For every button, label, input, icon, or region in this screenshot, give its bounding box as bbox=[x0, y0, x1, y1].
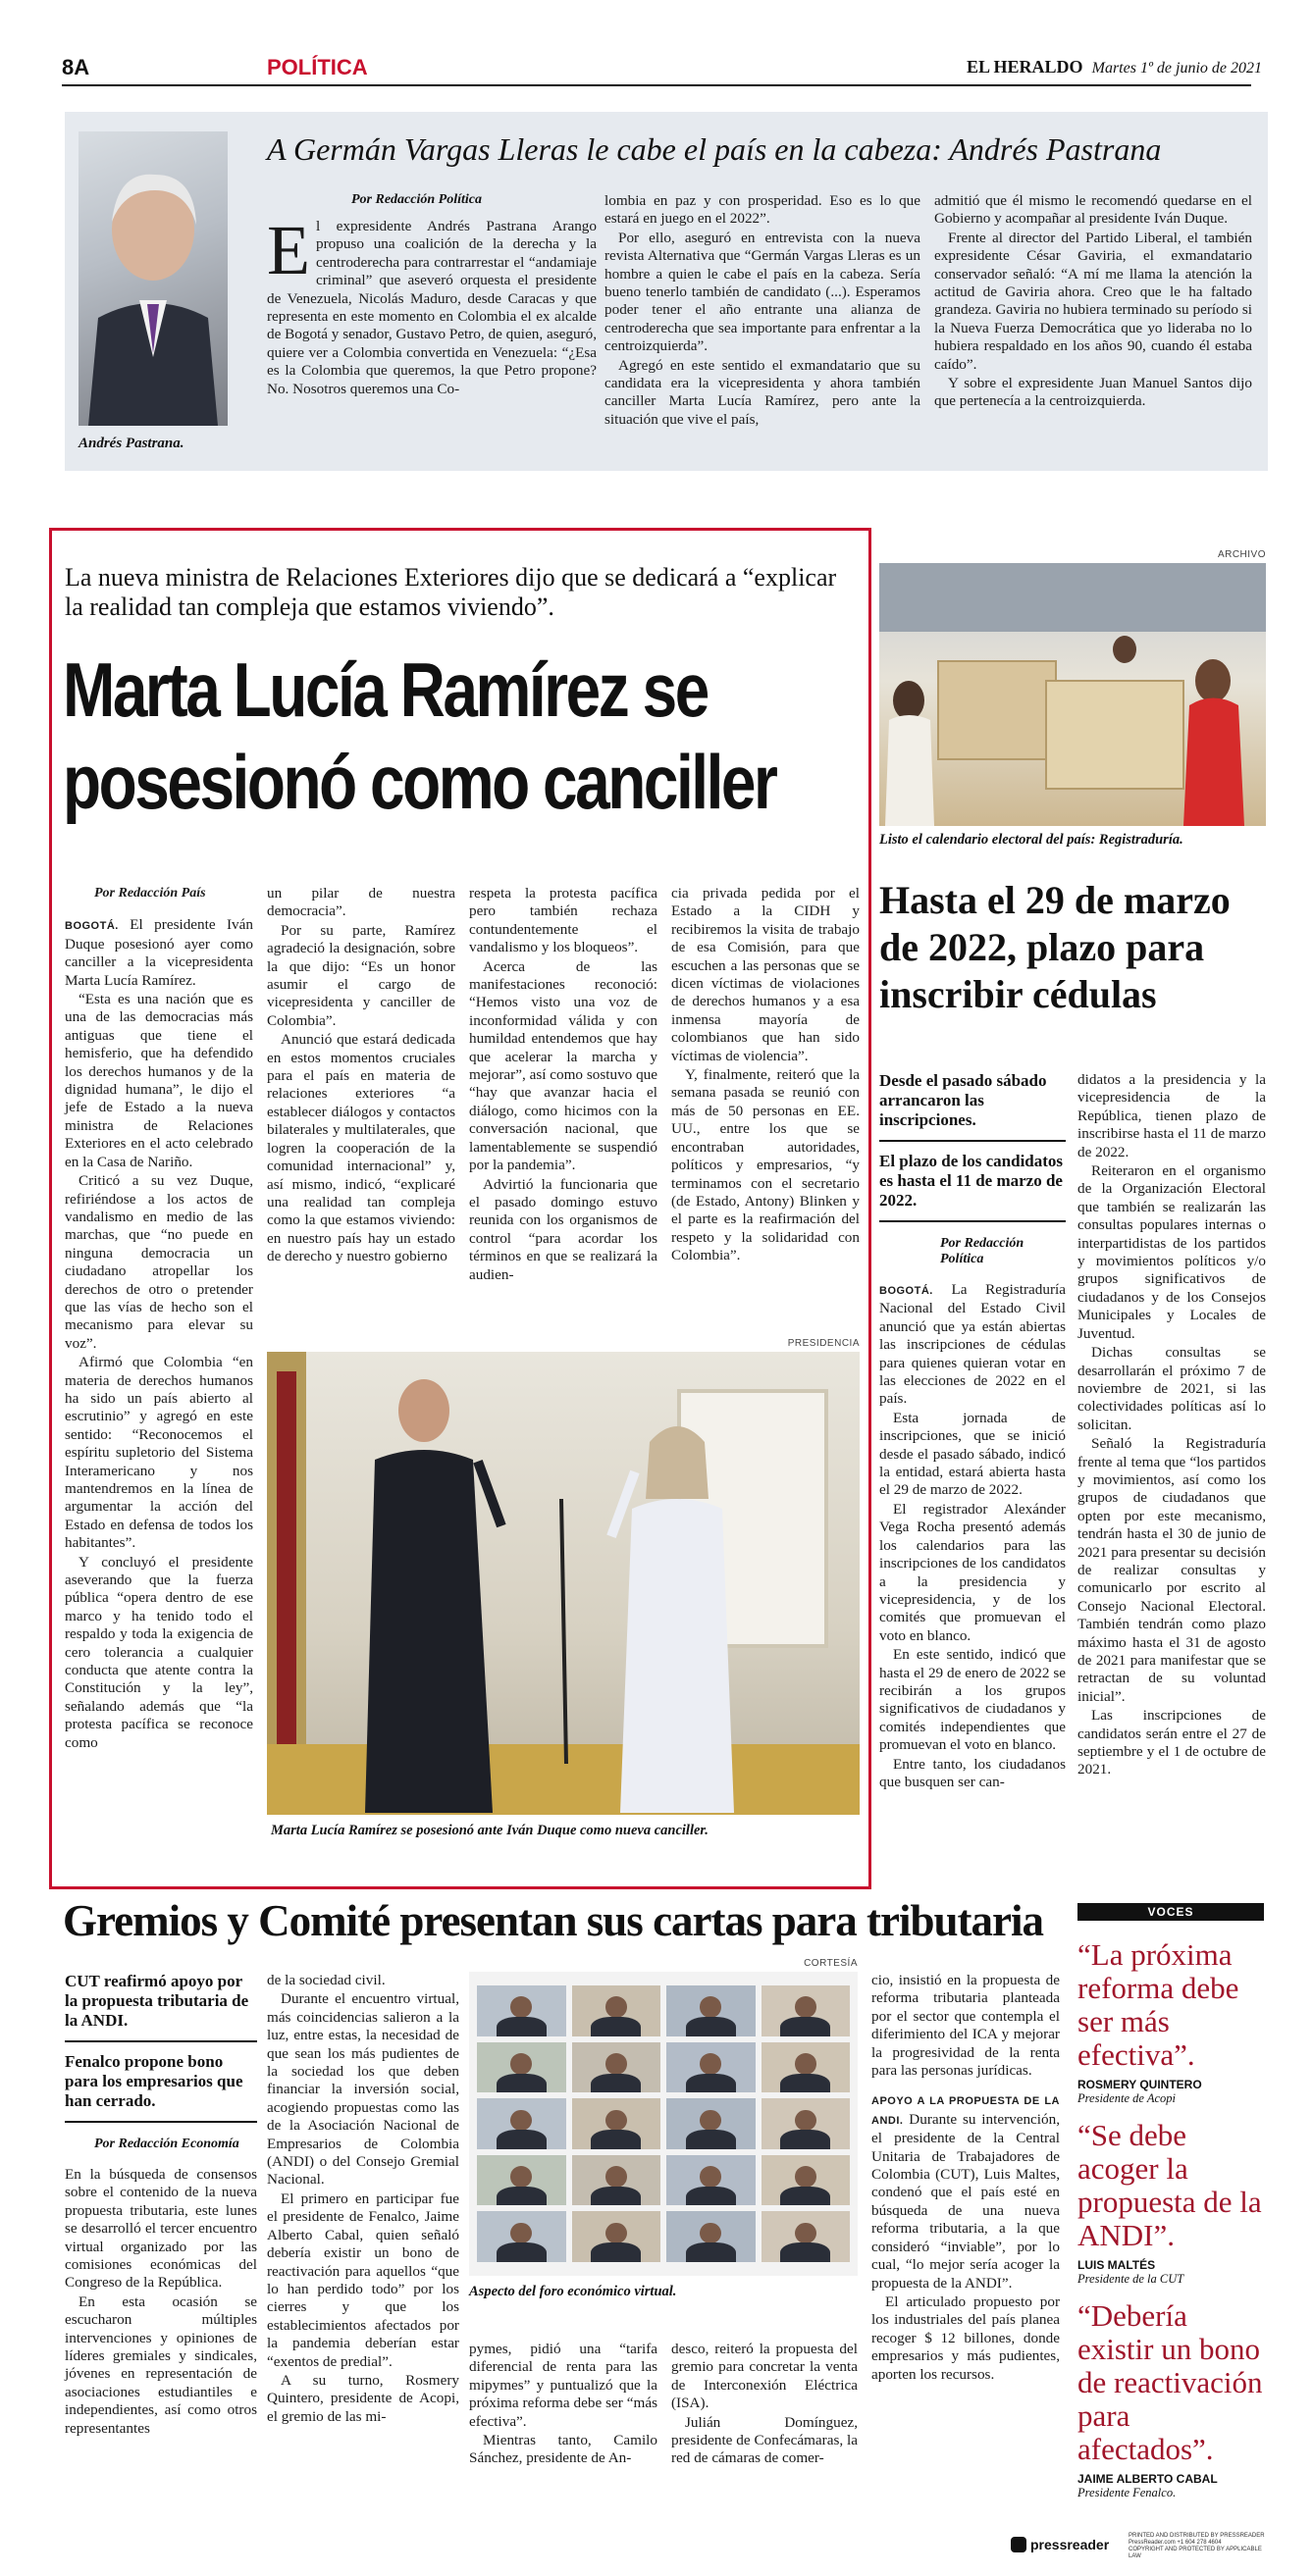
participant-figure bbox=[605, 1996, 627, 2018]
canciller-col-4 bbox=[671, 885, 860, 1266]
paragraph: El primero en participar fue el presidente de Fenalco, Jaime Alberto Cabal, quien señaló debería existir un bono de reactivación para aquellos “que lo han perdido todo” por los cierres y que los establecimientos afectados por la pandemia deberían estar “exentos de predial”. bbox=[267, 2190, 459, 2370]
video-tile bbox=[477, 1985, 566, 2036]
header-rule bbox=[62, 84, 1251, 86]
participant-figure bbox=[700, 2053, 721, 2075]
pastrana-col-2 bbox=[604, 192, 920, 430]
canciller-byline: Por Redacción País bbox=[94, 886, 206, 901]
pastrana-byline: Por Redacción Política bbox=[351, 192, 482, 207]
subhead-lead: APOYO A LA PROPUESTA DE LA ANDI. bbox=[871, 2095, 1060, 2127]
registraduria-illustration bbox=[879, 563, 1266, 826]
paragraph: Y sobre el expresidente Juan Manuel Santos dijo que pertenecía a la centroizquierda. bbox=[934, 375, 1252, 410]
paragraph: Agregó en este sentido el exmandatario que su candidata era la vicepresidenta y ahora también canciller Marta Lucía Ramírez, pero ante la situación que vive el país, bbox=[604, 356, 920, 428]
paragraph-text: Durante su intervención, el presidente de la Central Unitaria de Trabajadores de Colombia (CUT), Luis Maltes, condenó que el país esté en búsqueda de una nueva reforma tributaria, a la que consideró “inviable”, por lo cual, “lo mejor sería acoger la propuesta de la ANDI”. bbox=[871, 2110, 1060, 2292]
participant-figure bbox=[700, 1996, 721, 2018]
paragraph: cia privada pedida por el Estado a la CIDH y recibiremos la visita de trabajo de esa Comisión, para que escuchen a las personas que se dicen víctimas de violaciones de derechos humanos y a esa inmensa mayoría de colombianos que han sido víctimas de violencia”. bbox=[671, 885, 860, 1064]
participant-figure bbox=[510, 2223, 532, 2244]
participant-body bbox=[686, 2130, 736, 2149]
quote-author: LUIS MALTÉS bbox=[1077, 2258, 1156, 2272]
pressreader-logo bbox=[1011, 2537, 1109, 2552]
notice-line: PressReader.com +1 604 278 4604 bbox=[1129, 2540, 1222, 2546]
cedulas-photo-caption: Listo el calendario electoral del país: Registraduría. bbox=[879, 832, 1183, 848]
participant-body bbox=[686, 2242, 736, 2262]
cedulas-col-2 bbox=[1077, 1071, 1266, 1780]
video-tile bbox=[666, 1985, 756, 2036]
participant-body bbox=[591, 2017, 641, 2036]
cedulas-photo-credit: ARCHIVO bbox=[1217, 549, 1266, 560]
participant-body bbox=[591, 2074, 641, 2093]
dateline: BOGOTÁ. bbox=[65, 920, 119, 933]
video-tile bbox=[572, 2211, 661, 2262]
paragraph: un pilar de nuestra democracia”. bbox=[267, 885, 455, 920]
participant-figure bbox=[510, 2166, 532, 2188]
issue-date: Martes 1º de junio de 2021 bbox=[1091, 60, 1263, 77]
canciller-photo-credit: PRESIDENCIA bbox=[787, 1338, 860, 1349]
voces-quote-2 bbox=[1077, 2119, 1266, 2287]
video-tile bbox=[477, 2211, 566, 2262]
paragraph: Y concluyó el presidente aseverando que la fuerza pública “opera dentro de ese marco y ha tenido todo el respaldo y toda la exigencia de cero tolerancia a cualquier conducta que atente contra la Constitución y la ley”, señalando además que “la protesta pacífica se reconoce como bbox=[65, 1553, 253, 1751]
canciller-col-2 bbox=[267, 885, 455, 1267]
ceremony-illustration bbox=[267, 1352, 860, 1815]
video-tile bbox=[666, 2098, 756, 2149]
paragraph: Afirmó que Colombia “en materia de derechos humanos ha sido un país abierto al escrutinio” y agregó en este sentido: “Reconocemos el espíritu supletorio del Sistema Interamericano y nos mantendremos en la línea de argumentar la acción del Estado en defensa de todos los habitantes”. bbox=[65, 1354, 253, 1552]
paragraph bbox=[65, 916, 253, 990]
video-tile bbox=[572, 2155, 661, 2206]
paragraph: Las inscripciones de candidatos serán entre el 27 de septiembre y el 1 de octubre de 2021. bbox=[1077, 1707, 1266, 1778]
paragraph: A su turno, Rosmery Quintero, presidente de Acopi, el gremio de las mi- bbox=[267, 2371, 459, 2425]
paragraph: Advirtió la funcionaria que el pasado domingo estuvo reunida con los organismos de control “para acordar los términos en que se realizará la audien- bbox=[469, 1175, 657, 1283]
pastrana-headline: A Germán Vargas Lleras le cabe el país en la cabeza: Andrés Pastrana bbox=[267, 131, 1162, 167]
video-tile bbox=[572, 2042, 661, 2093]
paragraph: Anunció que estará dedicada en estos momentos cruciales para el país en materia de relaciones exteriores “a establecer diálogos y contactos bilaterales y multilaterales, que logren la cooperación de la comunidad internacional” y, así mismo, indicó, “explicaré una realidad tan compleja como la que estamos viviendo: en nuestro país hay un estado de derecho y nuestro gobierno bbox=[267, 1031, 455, 1265]
canciller-col-1 bbox=[65, 885, 253, 1753]
pressreader-notice bbox=[1129, 2533, 1266, 2560]
quote-text: “Se debe acoger la propuesta de la ANDI”. bbox=[1077, 2118, 1262, 2252]
participant-body bbox=[497, 2017, 547, 2036]
voces-quote-3 bbox=[1077, 2299, 1266, 2500]
paragraph: Durante el encuentro virtual, más coincidencias salieron a la luz, entre estas, la necesidad de que sean los más pudientes de la sociedad los que deben financiar la inversión social, acogiendo propuestas como las de la Asociación Nacional de Empresarios de Colombia (ANDI) o del Consejo Gremial Nacional. bbox=[267, 1990, 459, 2189]
canciller-kicker: La nueva ministra de Relaciones Exteriores dijo que se dedicará a “explicar la realidad tan compleja que estamos viviendo”. bbox=[65, 563, 837, 621]
paragraph: En este sentido, indicó que hasta el 29 de enero de 2022 se recibirán a los grupos significativos de ciudadanos y comités independientes que promuevan el voto en blanco. bbox=[879, 1646, 1066, 1754]
paragraph: cio, insistió en la propuesta de reforma tributaria planteada por el sector que contempla el diferimiento del ICA y mejorar la progresividad de la renta para las personas jurídicas. bbox=[871, 1972, 1060, 2080]
video-tile bbox=[762, 2042, 851, 2093]
tributaria-col-1-text bbox=[65, 2166, 257, 2438]
quote-author: JAIME ALBERTO CABAL bbox=[1077, 2472, 1218, 2486]
cedulas-byline: Por Redacción Política bbox=[940, 1236, 1024, 1266]
video-tile bbox=[477, 2098, 566, 2149]
participant-body bbox=[497, 2130, 547, 2149]
participant-body bbox=[591, 2130, 641, 2149]
quote-role: Presidente de Acopi bbox=[1077, 2091, 1176, 2105]
tributaria-photo bbox=[469, 1972, 858, 2276]
participant-figure bbox=[510, 1996, 532, 2018]
cedulas-headline: Hasta el 29 de marzo de 2022, plazo para inscribir cédulas bbox=[879, 878, 1231, 1016]
tributaria-sub-2: Fenalco propone bono para los empresarios que han cerrado. bbox=[65, 2042, 257, 2123]
voces-quote-1 bbox=[1077, 1938, 1266, 2106]
canciller-photo bbox=[267, 1352, 860, 1815]
pressreader-brand: pressreader bbox=[1030, 2537, 1110, 2552]
paragraph: Señaló la Registraduría frente al tema que “los partidos y movimientos, así como los grupos de ciudadanos que opten por este mecanismo, tendrán hasta el 30 de junio de 2021 para presentar su decisión de realizar consultas y comunicarlo por escrito al Consejo Nacional Electoral. También tendrán como plazo máximo hasta el 31 de agosto de 2021 para manifestar que se retractan de su voluntad inicial”. bbox=[1077, 1435, 1266, 1705]
tributaria-byline: Por Redacción Economía bbox=[94, 2137, 239, 2151]
canciller-col-3 bbox=[469, 885, 657, 1285]
paragraph-text: El presidente Iván Duque posesionó ayer como canciller a la vicepresidenta Marta Lucía Ramírez. bbox=[65, 916, 253, 989]
voces-title: VOCES bbox=[1077, 1903, 1264, 1921]
quote-role: Presidente de la CUT bbox=[1077, 2272, 1184, 2286]
participant-body bbox=[591, 2187, 641, 2206]
video-tile bbox=[762, 2098, 851, 2149]
participant-body bbox=[780, 2074, 830, 2093]
participant-figure bbox=[795, 2166, 816, 2188]
tributaria-sub-1: CUT reafirmó apoyo por la propuesta tributaria de la ANDI. bbox=[65, 1972, 257, 2042]
pressreader-icon bbox=[1011, 2537, 1026, 2552]
paragraph: Mientras tanto, Camilo Sánchez, presidente de An- bbox=[469, 2432, 657, 2467]
video-tile bbox=[572, 2098, 661, 2149]
notice-line: PRINTED AND DISTRIBUTED BY PRESSREADER bbox=[1129, 2533, 1265, 2539]
participant-figure bbox=[605, 2053, 627, 2075]
video-tile bbox=[762, 1985, 851, 2036]
participant-body bbox=[591, 2242, 641, 2262]
participant-figure bbox=[510, 2053, 532, 2075]
video-tile bbox=[762, 2211, 851, 2262]
newspaper-name: EL HERALDO bbox=[967, 57, 1083, 77]
cedulas-photo bbox=[879, 563, 1266, 826]
paragraph: Acerca de las manifestaciones reconoció: “Hemos visto una voz de inconformidad válida y con humildad entendemos que hay que acelerar la marcha y mejorar”, así como sostuvo que “hay que avanzar hacia el diálogo, como hicimos con la conversación nacional, que lamentablemente se suspendió por la pandemia”. bbox=[469, 957, 657, 1174]
paragraph: Frente al director del Partido Liberal, el también expresidente César Gaviria, el exmandatario conservador señaló: “A mí me llama la atención la actitud de Gaviria ahora. Creo que le ha faltado grandeza. Gaviria no hubiera terminado su período si la Nueva Fuerza Democrática que yo lideraba no lo hubiera respaldado en los años 90, cuando él estaba caído”. bbox=[934, 229, 1252, 373]
paragraph bbox=[879, 1281, 1066, 1409]
paragraph: Dichas consultas se desarrollarán el próximo 7 de noviembre de 2021, si las colectividades políticas así lo solicitan. bbox=[1077, 1344, 1266, 1433]
participant-figure bbox=[795, 2053, 816, 2075]
paragraph: En la búsqueda de consensos sobre el contenido de la nueva propuesta tributaria, este lunes se desarrolló el tercer encuentro virtual organizado por las comisiones económicas del Congreso de la República. bbox=[65, 2166, 257, 2292]
participant-body bbox=[497, 2242, 547, 2262]
paragraph: En esta ocasión se escucharon múltiples intervenciones y opiniones de líderes gremiales y sindicales, jóvenes en representación de asociaciones estudiantiles e independientes, así como otros representantes bbox=[65, 2293, 257, 2437]
pastrana-col-1-text bbox=[267, 211, 597, 398]
participant-body bbox=[780, 2242, 830, 2262]
paragraph: El registrador Alexánder Vega Rocha presentó además los calendarios para las inscripciones de los candidatos a la presidencia y vicepresidencia, y de los comités que promuevan el voto en blanco. bbox=[879, 1500, 1066, 1644]
participant-body bbox=[780, 2130, 830, 2149]
participant-figure bbox=[605, 2166, 627, 2188]
pastrana-photo bbox=[79, 131, 228, 426]
quote-text: “Debería existir un bono de reactivación para afectados”. bbox=[1077, 2298, 1263, 2466]
video-tile bbox=[477, 2042, 566, 2093]
canciller-headline: Marta Lucía Ramírez se posesionó como canciller bbox=[63, 646, 776, 825]
participant-figure bbox=[795, 1996, 816, 2018]
pastrana-col-1 bbox=[267, 192, 597, 398]
tributaria-photo-credit: CORTESÍA bbox=[804, 1958, 858, 1969]
participant-body bbox=[686, 2187, 736, 2206]
masthead bbox=[967, 57, 1262, 77]
quote-author: ROSMERY QUINTERO bbox=[1077, 2078, 1202, 2091]
paragraph: El articulado propuesto por los industriales del país planea recoger $ 12 billones, donde empresarios y más pudientes, aporten los recursos. bbox=[871, 2293, 1060, 2383]
participant-body bbox=[780, 2017, 830, 2036]
paragraph: Reiteraron en el organismo de la Organización Electoral que también se realizarán las consultas populares internas o interpartidistas de los partidos y movimientos políticos y/o grupos significativos de ciudadanos y de los Consejos Municipales y Locales de Juventud. bbox=[1077, 1162, 1266, 1342]
quote-text: “La próxima reforma debe ser más efectiva”. bbox=[1077, 1937, 1239, 2072]
cedulas-sub-1: Desde el pasado sábado arrancaron las inscripciones. bbox=[879, 1071, 1066, 1142]
video-tile bbox=[762, 2155, 851, 2206]
quote-role: Presidente Fenalco. bbox=[1077, 2486, 1177, 2499]
participant-figure bbox=[795, 2110, 816, 2132]
video-tile bbox=[666, 2211, 756, 2262]
participant-figure bbox=[510, 2110, 532, 2132]
video-call-grid bbox=[469, 1972, 858, 2276]
paragraph bbox=[871, 2091, 1060, 2292]
paragraph: Julián Domínguez, presidente de Confecámaras, la red de cámaras de comer- bbox=[671, 2413, 858, 2467]
paragraph: didatos a la presidencia y la vicepresidencia de la República, tienen plazo de inscribirse hasta el 11 de marzo de 2022. bbox=[1077, 1071, 1266, 1160]
notice-line: COPYRIGHT AND PROTECTED BY APPLICABLE LAW bbox=[1129, 2547, 1262, 2559]
paragraph: de la sociedad civil. bbox=[267, 1972, 386, 1988]
pastrana-photo-caption: Andrés Pastrana. bbox=[79, 436, 184, 451]
paragraph: Y, finalmente, reiteró que la semana pasada se reunió con más de 50 personas en EE. UU., entre los que se encontraban autoridades, políticos y empresarios, “y terminamos con el secretario (de Estado, Antony) Blinken y el parte es la reafirmación del respeto y la solidaridad con Colombia”. bbox=[671, 1066, 860, 1264]
drop-cap: E bbox=[267, 211, 310, 289]
tributaria-col-2 bbox=[267, 1972, 459, 2427]
pastrana-col-3 bbox=[934, 192, 1252, 412]
participant-figure bbox=[700, 2166, 721, 2188]
video-tile bbox=[666, 2042, 756, 2093]
participant-figure bbox=[700, 2110, 721, 2132]
paragraph: lombia en paz y con prosperidad. Eso es lo que estará en juego en el 2022”. bbox=[604, 192, 920, 228]
participant-figure bbox=[795, 2223, 816, 2244]
cedulas-sub-2: El plazo de los candidatos es hasta el 11 de marzo de 2022. bbox=[879, 1142, 1066, 1222]
paragraph: “Esta es una nación que es una de las democracias más antiguas que tiene el hemisferio, que ha defendido los derechos humanos y de la dignidad humana”, le dijo el jefe de Estado a la nueva ministra de Relaciones Exteriores en el acto celebrado en la Casa de Nariño. bbox=[65, 991, 253, 1170]
paragraph: respeta la protesta pacífica pero también rechaza contundentemente el vandalismo y los bloqueos”. bbox=[469, 885, 657, 956]
participant-body bbox=[780, 2187, 830, 2206]
tributaria-photo-caption: Aspecto del foro económico virtual. bbox=[469, 2284, 677, 2299]
participant-body bbox=[686, 2017, 736, 2036]
page-number: 8A bbox=[62, 55, 90, 79]
participant-body bbox=[686, 2074, 736, 2093]
dateline: BOGOTÁ. bbox=[879, 1285, 933, 1297]
pastrana-col-1-body: l expresidente Andrés Pastrana Arango propuso una coalición de la derecha y la centroderecha para contrarrestar el “andamiaje criminal” que aseveró orquesta el presidente de Venezuela, Nicolás Maduro, desde Caracas y que representa en este momento en Colombia el ex alcalde de Bogotá y senador, Gustavo Petro, de quien, aseguró, quiere ver a Colombia convertida en Venezuela: “¿Esa es la Colombia que queremos, la que Petro propone? No. Nosotros queremos una Co- bbox=[267, 218, 597, 397]
pastrana-portrait bbox=[79, 131, 228, 426]
cedulas-col-1 bbox=[879, 1071, 1066, 1792]
paragraph: Por su parte, Ramírez agradeció la designación, sobre la que dijo: “Es un honor asumir el cargo de vicepresidenta y canciller de Colombia”. bbox=[267, 921, 455, 1029]
participant-body bbox=[497, 2187, 547, 2206]
participant-figure bbox=[700, 2223, 721, 2244]
paragraph: pymes, pidió una “tarifa diferencial de renta para las mipymes” y puntualizó que la próxima reforma debe ser “más efectiva”. bbox=[469, 2341, 657, 2430]
cedulas-col-1-text bbox=[879, 1281, 1066, 1791]
tributaria-headline: Gremios y Comité presentan sus cartas para tributaria bbox=[63, 1896, 1043, 1945]
video-tile bbox=[572, 1985, 661, 2036]
tributaria-col-3 bbox=[469, 2341, 657, 2469]
paragraph: Por ello, aseguró en entrevista con la nueva revista Alternativa que “Germán Vargas Lleras es un hombre a quien le cabe el país en la cabeza. Sería bueno tenerlo también de candidato (...). Esperamos poder tener el año entrante una alianza de centroderecha que sea importante para enfrentar a la centroizquierda”. bbox=[604, 229, 920, 355]
tributaria-col-1 bbox=[65, 1972, 257, 2439]
paragraph: admitió que él mismo le recomendó quedarse en el Gobierno y acompañar al presidente Iván Duque. bbox=[934, 192, 1252, 228]
paragraph: Entre tanto, los ciudadanos que busquen ser can- bbox=[879, 1755, 1066, 1790]
participant-figure bbox=[605, 2110, 627, 2132]
participant-figure bbox=[605, 2223, 627, 2244]
paragraph: desco, reiteró la propuesta del gremio para concretar la venta de Interconexión Eléctrica (ISA). bbox=[671, 2341, 858, 2412]
video-tile bbox=[666, 2155, 756, 2206]
section-label: POLÍTICA bbox=[267, 55, 368, 79]
tributaria-col-4 bbox=[671, 2341, 858, 2469]
participant-body bbox=[497, 2074, 547, 2093]
video-tile bbox=[477, 2155, 566, 2206]
paragraph-text: La Registraduría Nacional del Estado Civil anunció que ya están abiertas las inscripciones de cédulas para quienes quieran votar en las elecciones de 2022 en el país. bbox=[879, 1281, 1066, 1408]
paragraph: Criticó a su vez Duque, refiriéndose a los actos de vandalismo en medio de las marchas, que “no puede en ninguna democracia un ciudadano atropellar los derechos de otro o pretender que las vías de hecho son el mecanismo para elevar su voz”. bbox=[65, 1172, 253, 1352]
tributaria-col-5 bbox=[871, 1972, 1060, 2385]
canciller-photo-caption: Marta Lucía Ramírez se posesionó ante Iván Duque como nueva canciller. bbox=[271, 1823, 709, 1838]
paragraph: Esta jornada de inscripciones, que se inició desde el pasado sábado, indicó la entidad, estará abierta hasta el 29 de marzo de 2022. bbox=[879, 1409, 1066, 1499]
